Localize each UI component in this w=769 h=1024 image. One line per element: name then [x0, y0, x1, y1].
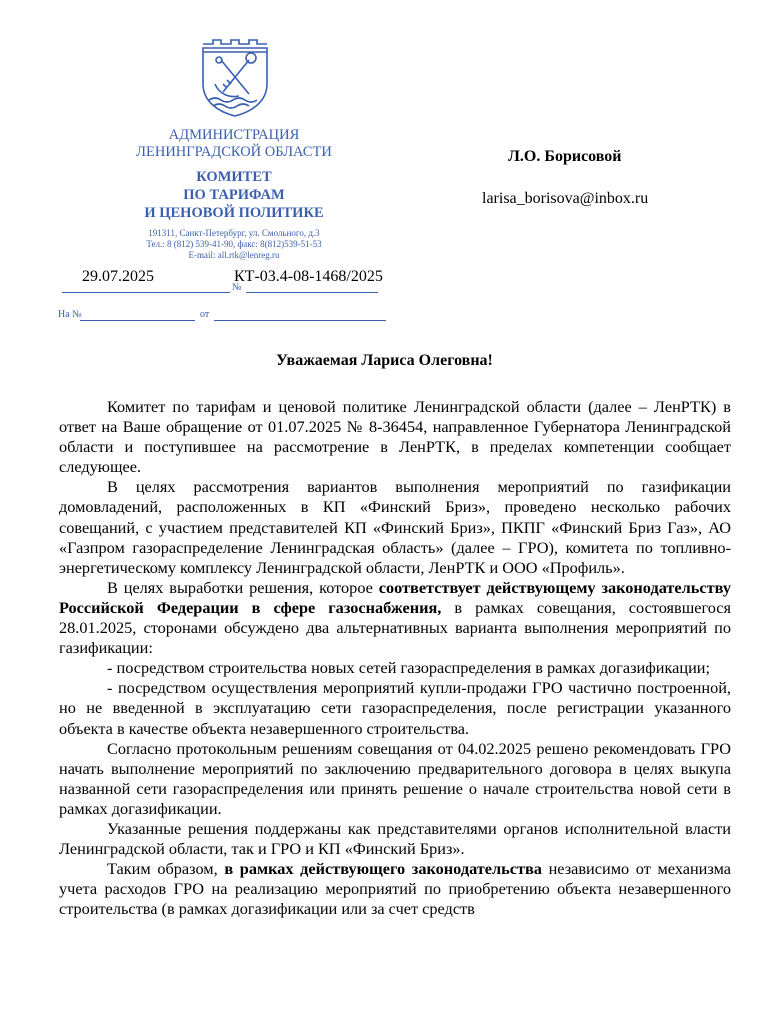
- admin-line-2: ЛЕНИНГРАДСКОЙ ОБЛАСТИ: [136, 144, 332, 160]
- paragraph-1: Комитет по тарифам и ценовой политике Ленинградской области (далее – ЛенРТК) в ответ на Ваше обращение от 01.07.2025 № 8-36454, направленное Губернатора Ленинградской области и поступившее на рассмотрение в ЛенРТК, в пределах компетенции сообщает следующее.: [59, 397, 731, 477]
- lenoblast-emblem-icon: [199, 38, 271, 118]
- date-underline: [62, 292, 230, 293]
- recipient-email: larisa_borisova@inbox.ru: [482, 190, 649, 207]
- admin-line-1: АДМИНИСТРАЦИЯ: [168, 127, 300, 143]
- paragraph-2: В целях рассмотрения вариантов выполнения мероприятий по газификации домовладений, расположенных в КП «Финский Бриз», проведено несколько рабочих совещаний, с участием представителей КП «Финский Бриз», ПКПГ «Финский Бриз Газ», АО «Газпром газораспределение Ленинградская область» (далее – ГРО), комитета по топливно-энергетическому комплексу Ленинградской области, ЛенРТК и ООО «Профиль».: [59, 477, 731, 577]
- address-line-3: E-mail: all.rtk@lenreg.ru: [188, 250, 280, 260]
- paragraph-4: - посредством строительства новых сетей газораспределения в рамках догазификации;: [107, 658, 711, 678]
- paragraph-3-bold: соответствует действующему законодательству Российской Федерации в сфере газоснабжения,: [59, 577, 732, 617]
- letter-body: [59, 397, 731, 919]
- committee-line-2: ПО ТАРИФАМ: [183, 187, 285, 203]
- reference-number-label: На №: [58, 309, 82, 320]
- letter-number: КТ-03.4-08-1468/2025: [234, 268, 383, 285]
- letterhead-committee: [100, 168, 368, 222]
- paragraph-3: [59, 578, 731, 658]
- paragraph-3-start: В целях выработки решения, которое: [107, 577, 379, 597]
- letter-date: 29.07.2025: [82, 268, 154, 285]
- paragraph-6: Согласно протокольным решениям совещания от 04.02.2025 решено рекомендовать ГРО начать выполнение мероприятий по заключению предварительного договора в целях выкупа названной сети газораспределения или принять решение о начале строительства новой сети в рамках догазификации.: [59, 738, 731, 818]
- paragraph-8-end: независимо от механизма учета расходов ГРО на реализацию мероприятий по приобретению объекта незавершенного строительства (в рамках догазификации или за счет средств: [59, 859, 732, 919]
- paragraph-8: [59, 859, 731, 919]
- reference-number-underline: [80, 320, 195, 321]
- recipient-name: Л.О. Борисовой: [508, 148, 622, 165]
- paragraph-3-end: в рамках совещания, состоявшегося 28.01.2025, сторонами обсуждено два альтернативных варианта выполнения мероприятий по газификации:: [59, 597, 731, 658]
- number-mark: №: [232, 282, 242, 293]
- paragraph-8-start: Таким образом,: [107, 859, 225, 879]
- paragraph-7: Указанные решения поддержаны как представителями органов исполнительной власти Ленинградской области, так и ГРО и КП «Финский Бриз».: [59, 818, 731, 859]
- letterhead-admin: [100, 127, 368, 161]
- salutation: Уважаемая Лариса Олеговна!: [276, 352, 493, 369]
- address-line-1: 191311, Санкт-Петербург, ул. Смольного, д.3: [148, 228, 320, 238]
- address-line-2: Тел.: 8 (812) 539-41-90, факс: 8(812)539-51-53: [146, 239, 322, 249]
- paragraph-5: - посредством осуществления мероприятий купли-продажи ГРО частично построенной, но не введенной в эксплуатацию сети газораспределения, после регистрации указанного объекта в качестве объекта незавершенного строительства.: [59, 678, 731, 738]
- committee-line-3: И ЦЕНОВОЙ ПОЛИТИКЕ: [144, 205, 324, 221]
- reference-date-underline: [214, 320, 386, 321]
- letterhead-address: [100, 228, 368, 261]
- reference-date-label: от: [200, 309, 210, 320]
- number-underline: [246, 292, 378, 293]
- committee-line-1: КОМИТЕТ: [196, 169, 272, 185]
- paragraph-8-bold: в рамках действующего законодательства: [224, 859, 542, 879]
